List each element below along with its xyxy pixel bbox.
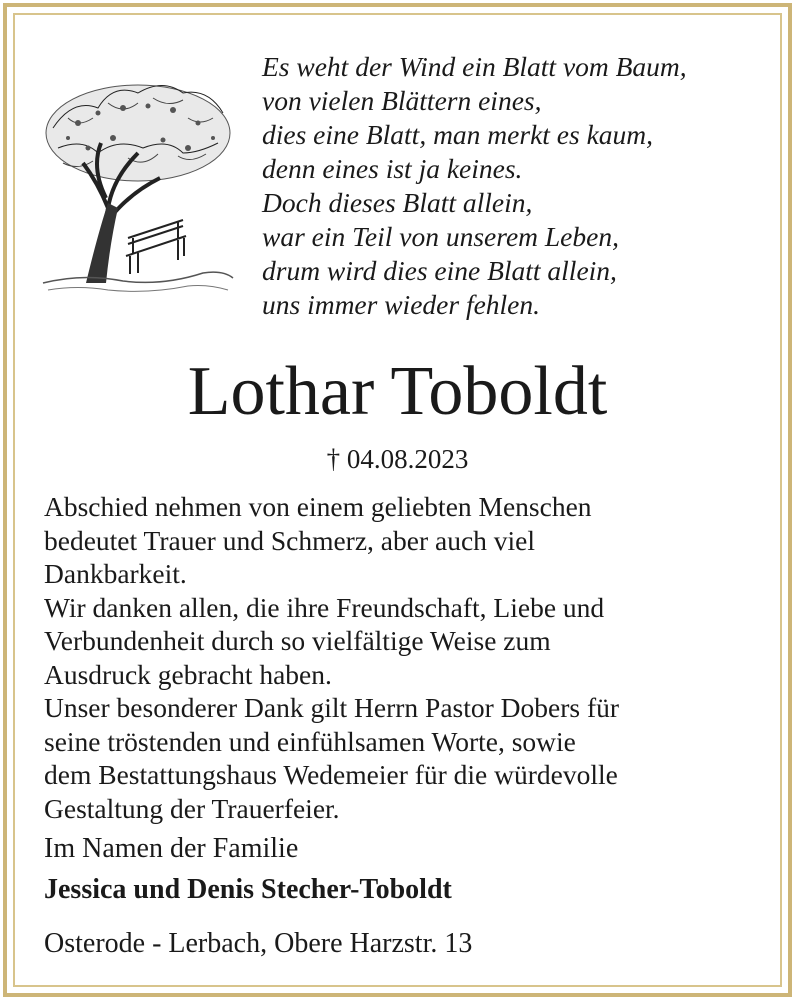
message-line: Abschied nehmen von einem geliebten Menschen bbox=[44, 491, 592, 522]
poem-line: war ein Teil von unserem Leben, bbox=[262, 221, 619, 252]
message-line: Gestaltung der Trauerfeier. bbox=[44, 792, 340, 824]
message-line: Wir danken allen, die ihre Freundschaft, Liebe und bbox=[44, 591, 605, 623]
thank-you-message bbox=[44, 490, 764, 825]
message-line: Verbundenheit durch so vielfältige Weise zum bbox=[44, 625, 551, 656]
message-line: dem Bestattungshaus Wedemeier für die würdevolle bbox=[44, 759, 618, 790]
poem-line: denn eines ist ja keines. bbox=[262, 153, 523, 184]
message-line: Ausdruck gebracht haben. bbox=[44, 658, 332, 690]
poem-line: uns immer wieder fehlen. bbox=[262, 289, 541, 320]
poem-line: von vielen Blättern eines, bbox=[262, 85, 542, 116]
signature-address: Osterode - Lerbach, Obere Harzstr. 13 bbox=[44, 928, 473, 959]
message-line: seine tröstenden und einfühlsamen Worte, sowie bbox=[44, 725, 576, 757]
message-line: bedeutet Trauer und Schmerz, aber auch viel bbox=[44, 524, 536, 556]
poem bbox=[262, 50, 782, 322]
deceased-name: Lothar Toboldt bbox=[187, 353, 608, 430]
message-line: Unser besonderer Dank gilt Herrn Pastor Dobers für bbox=[44, 692, 620, 723]
signature-names: Jessica und Denis Stecher-Toboldt bbox=[44, 874, 452, 905]
poem-line: Es weht der Wind ein Blatt vom Baum, bbox=[262, 51, 687, 82]
death-date: † 04.08.2023 bbox=[326, 444, 469, 474]
signature-intro: Im Namen der Familie bbox=[44, 833, 299, 864]
poem-line: dies eine Blatt, man merkt es kaum, bbox=[262, 119, 654, 150]
message-line: Dankbarkeit. bbox=[44, 558, 187, 589]
poem-line: drum wird dies eine Blatt allein, bbox=[262, 255, 617, 286]
poem-line: Doch dieses Blatt allein, bbox=[262, 187, 533, 218]
tree-with-bench-icon bbox=[38, 78, 238, 298]
